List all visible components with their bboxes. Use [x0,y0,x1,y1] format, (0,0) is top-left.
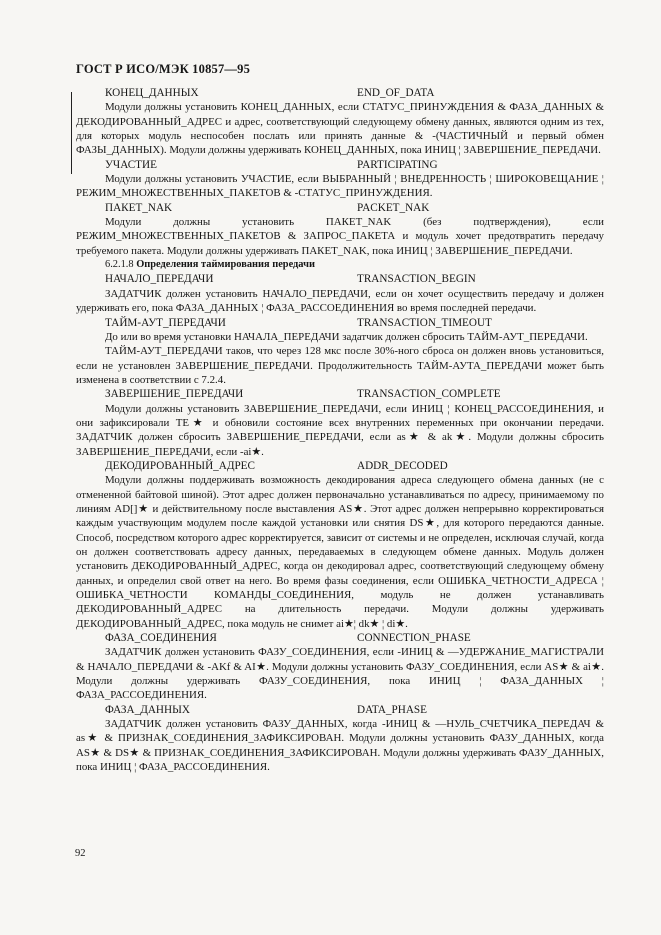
term-en: TRANSACTION_BEGIN [357,273,476,286]
page-header: ГОСТ Р ИСО/МЭК 10857—95 [76,62,251,76]
paragraph: ЗАДАТЧИК должен установить ФАЗУ_СОЕДИНЕНИЯ, если -ИНИЦ & —УДЕРЖАНИЕ_МАГИСТРАЛИ & НАЧАЛО_ПЕРЕДАЧИ & -AKf & AI★. Модули должны установить ФАЗУ_СОЕДИНЕНИЯ, если AS★ & ai★. Модули должны удерживать ФАЗУ_СОЕДИНЕНИЯ, пока ИНИЦ ¦ ФАЗА_ДАННЫХ ¦ ФАЗА_РАССОЕДИНЕНИЯ. [76,646,604,702]
change-margin-bar [71,92,72,174]
term-en: TRANSACTION_COMPLETE [357,388,501,401]
term-heading [76,703,604,717]
paragraph: Модули должны поддерживать возможность декодирования адреса следующего обмена данных (не с отмененной байтовой шиной). Этот адрес должен первоначально устанавливаться по адресу, принимаемому по линиям AD[]★ и действительному после выставления AS★. Этот адрес должен непрерывно корректироваться каждым участвующим модулем после каждой установки или снятия DS★, для которого передаются данные. Способ, посредством которого адрес корректируется, зависит от системы и не определен, исключая случай, когда он должен соответствовать адресу данных, передаваемых в следующем обмене данных. Модуль должен установить ДЕКОДИРОВАННЫЙ_АДРЕС, когда он декодировал адрес, соответствующий следующему обмену данных, и определил свой ответ на него. Во время фазы соединения, если ОШИБКА_ЧЕТНОСТИ_АДРЕСА ¦ ОШИБКА_ЧЕТНОСТИ КОМАНДЫ_СОЕДИНЕНИЯ, модуль не должен устанавливать ДЕКОДИРОВАННЫЙ_АДРЕС на длительность передачи. Модули должны удерживать ДЕКОДИРОВАННЫЙ_АДРЕС, пока модуль не снимет ai★¦ dk★ ¦ di★. [76,474,604,630]
term-en: TRANSACTION_TIMEOUT [357,316,492,329]
page-number: 92 [75,848,86,859]
term-ru: КОНЕЦ_ДАННЫХ [105,87,199,99]
paragraph: Модули должны установить КОНЕЦ_ДАННЫХ, если СТАТУС_ПРИНУЖДЕНИЯ & ФАЗА_ДАННЫХ & ДЕКОДИРОВАННЫЙ_АДРЕС и адрес, соответствующий следующему обмену данных, являются одним из тех, для которых модуль неспособен послать или принять данные & -(ЧАСТИЧНЫЙ и первый обмен ФАЗЫ_ДАННЫХ). Модули должны удерживать КОНЕЦ_ДАННЫХ, пока ИНИЦ ¦ ЗАВЕРШЕНИЕ_ПЕРЕДАЧИ. [76,101,604,157]
term-en: END_OF_DATA [357,87,435,99]
paragraph: До или во время установки НАЧАЛА_ПЕРЕДАЧИ задатчик должен сбросить ТАЙМ-АУТ_ПЕРЕДАЧИ. [105,330,588,343]
term-heading [76,631,604,645]
term-heading [76,158,604,172]
paragraph: ЗАДАТЧИК должен установить ФАЗУ_ДАННЫХ, когда -ИНИЦ & —НУЛЬ_СЧЕТЧИКА_ПЕРЕДАЧ & as★ & ПРИЗНАК_СОЕДИНЕНИЯ_ЗАФИКСИРОВАН. Модули должны установить ФАЗУ_ДАННЫХ, когда AS★ & DS★ & ПРИЗНАК_СОЕДИНЕНИЯ_ЗАФИКСИРОВАН. Модули должны удерживать ФАЗУ_ДАННЫХ, пока ИНИЦ ¦ ФАЗА_РАССОЕДИНЕНИЯ. [76,718,604,774]
paragraph: ТАЙМ-АУТ_ПЕРЕДАЧИ таков, что через 128 мкс после 30%-ного сброса он должен вновь установиться, если не установлен ЗАВЕРШЕНИЕ_ПЕРЕДАЧИ. Продолжительность ТАЙМ-АУТА_ПЕРЕДАЧИ может быть изменена в соответствии с 7.2.4. [76,345,604,386]
term-heading [76,201,604,215]
term-heading [76,316,604,330]
term-en: CONNECTION_PHASE [357,632,471,645]
term-en: DATA_PHASE [357,703,427,716]
paragraph: ЗАДАТЧИК должен установить НАЧАЛО_ПЕРЕДАЧИ, если он хочет осуществить передачу и должен удерживать его, пока ФАЗА_ДАННЫХ ¦ ФАЗА_РАССОЕДИНЕНИЯ во время последней передачи. [76,287,604,315]
term-ru: ЗАВЕРШЕНИЕ_ПЕРЕДАЧИ [105,388,244,401]
term-ru: ДЕКОДИРОВАННЫЙ_АДРЕС [105,459,255,472]
paragraph: Модули должны установить ЗАВЕРШЕНИЕ_ПЕРЕДАЧИ, если ИНИЦ ¦ КОНЕЦ_РАССОЕДИНЕНИЯ, и они зафиксировали ТЕ★ и обновили состояние всех внутренних переменных при окончании передачи. ЗАДАТЧИК должен сбросить ЗАВЕРШЕНИЕ_ПЕРЕДАЧИ, если as★ & ak★. Модули должны сбросить ЗАВЕРШЕНИЕ_ПЕРЕДАЧИ, если -ai★. [76,402,604,458]
term-heading [76,272,604,286]
section-heading [76,258,604,272]
term-en: ADDR_DECODED [357,459,448,472]
term-ru: ФАЗА_ДАННЫХ [105,703,190,716]
term-ru: ПАКЕТ_NAK [105,201,173,214]
term-ru: ТАЙМ-АУТ_ПЕРЕДАЧИ [105,316,226,329]
term-heading [76,459,604,473]
section-number: 6.2.1.8 [105,259,134,271]
term-ru: УЧАСТИЕ [105,158,157,171]
term-en: PARTICIPATING [357,158,438,171]
term-ru: ФАЗА_СОЕДИНЕНИЯ [105,632,217,645]
term-heading [76,387,604,401]
paragraph: Модули должны установить УЧАСТИЕ, если ВЫБРАННЫЙ ¦ ВНЕДРЕННОСТЬ ¦ ШИРОКОВЕЩАНИЕ ¦ РЕЖИМ_МНОЖЕСТВЕННЫХ_ПАКЕТОВ & -СТАТУС_ПРИНУЖДЕНИЯ. [76,173,604,200]
document-body [76,86,604,775]
section-title: Определения таймирования передачи [136,259,315,271]
term-heading [76,86,604,100]
term-en: PACKET_NAK [357,201,430,214]
term-ru: НАЧАЛО_ПЕРЕДАЧИ [105,273,214,286]
paragraph: Модули должны установить ПАКЕТ_NAK (без подтверждения), если РЕЖИМ_МНОЖЕСТВЕННЫХ_ПАКЕТОВ & ЗАПРОС_ПАКЕТА и модуль хочет предотвратить передачу требуемого пакета. Модули должны удерживать ПАКЕТ_NAK, пока ИНИЦ ¦ ЗАВЕРШЕНИЕ_ПЕРЕДАЧИ. [76,216,604,257]
